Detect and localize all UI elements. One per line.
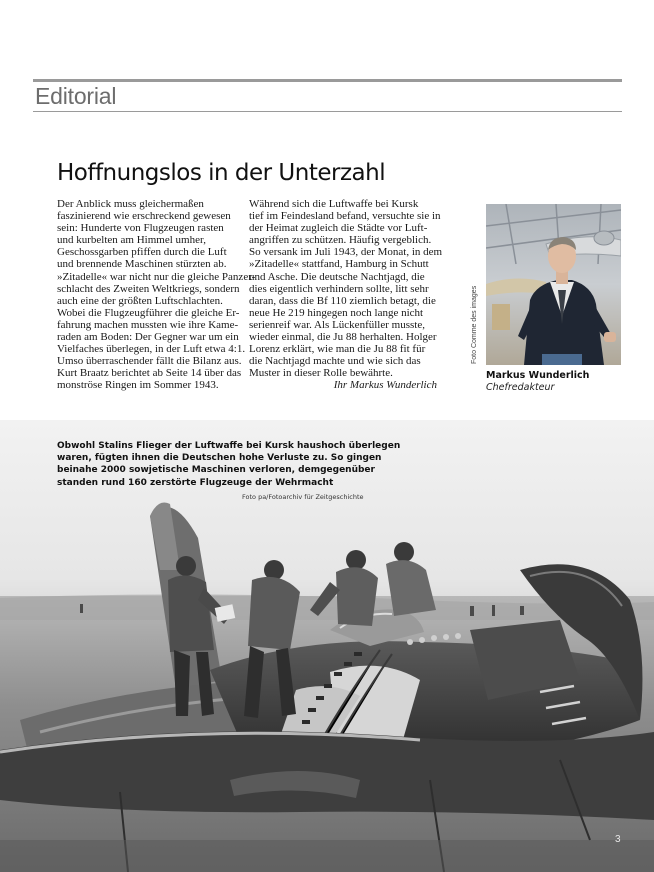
text-line: »Zitadelle« war nicht nur die gleiche Panzer- [57,270,256,283]
text-line: schlacht des Zweiten Weltkriegs, sondern [57,282,240,295]
text-line: »Zitadelle« stattfand, Hamburg in Schutt [249,258,429,271]
text-line: Umso überraschender fällt die Bilanz aus. [57,355,242,368]
text-line: raden am Boden: Der Gegner war um ein [57,331,239,344]
text-line: Kurt Braatz berichtet ab Seite 14 über das [57,367,242,380]
article-column-2 [249,198,443,392]
text-line: angriffen zu schützen. Häufig vergeblich. [249,234,432,247]
text-line: monströse Ringen im Sommer 1943. [57,379,219,392]
caption-line: waren, fügten ihnen die Deutschen hohe Verluste zu. So gingen [57,453,382,464]
caption-line: Obwohl Stalins Flieger der Luftwaffe bei Kursk haushoch überlegen [57,441,401,451]
text-line: dies eigentlich verhindern sollte, litt sehr [249,282,429,295]
text-line: Vielfaches überlegen, in der Luft etwa 4:1. [57,343,246,356]
header-rule-bottom [33,111,622,112]
text-line: sein: Hunderte von Flugzeugen rasten [57,222,224,235]
text-line: auch eine der größten Luftschlachten. [57,294,223,307]
section-title: Editorial [35,83,117,109]
caption-line: standen rund 160 zerstörte Flugzeuge der Wehrmacht [57,477,334,488]
caption-line: beinahe 2000 sowjetische Maschinen verloren, demgegenüber [57,465,375,476]
article-column-1 [57,198,256,392]
text-line: neue He 219 hingegen noch lange nicht [249,306,424,319]
headline: Hoffnungslos in der Unterzahl [57,160,386,186]
text-line: Der Anblick muss gleichermaßen [57,198,204,210]
author-portrait [486,204,621,365]
text-line: Muster in dieser Rolle bewährte. [249,367,393,380]
text-line: Geschossgarben pfiffen durch die Luft [57,246,227,259]
photo-caption [57,440,401,489]
author-name: Markus Wunderlich [486,370,590,381]
page-number: 3 [615,834,621,845]
text-line: wieder einmal, die Ju 88 herhalten. Holger [249,331,437,344]
text-line: daran, dass die Bf 110 ziemlich betagt, die [249,294,436,307]
author-role: Chefredakteur [486,382,555,393]
signature: Ihr Markus Wunderlich [333,379,437,392]
text-line: Wobei die Flugzeugführer die gleiche Er- [57,306,240,319]
text-line: und kurbelten am Himmel umher, [57,234,206,247]
text-line: So versank im Juli 1943, der Monat, in dem [249,246,443,259]
text-line: tief im Feindesland befand, versuchte sie in [249,210,441,223]
text-line: serienreif war. Als Lückenfüller musste, [249,318,425,331]
text-line: Lorenz erklärt, wie man die Ju 88 fit für [249,343,426,356]
text-line: und brennende Maschinen stürzten ab. [57,258,227,271]
text-line: und Asche. Die deutsche Nachtjagd, die [249,270,425,283]
portrait-photo-credit: Foto Comme des images [471,285,478,364]
text-line: faszinierend wie erschreckend gewesen [57,210,231,223]
text-line: der Heimat zugleich die Städte vor Luft- [249,222,428,235]
photo-credit: Foto pa/Fotoarchiv für Zeitgeschichte [242,493,364,501]
text-line: die Nachtjagd machte und wie sich das [249,355,421,368]
text-line: Während sich die Luftwaffe bei Kursk [249,198,419,210]
header-rule-top [33,79,622,82]
text-line: fahrung machen mussten wie ihre Kame- [57,318,239,331]
